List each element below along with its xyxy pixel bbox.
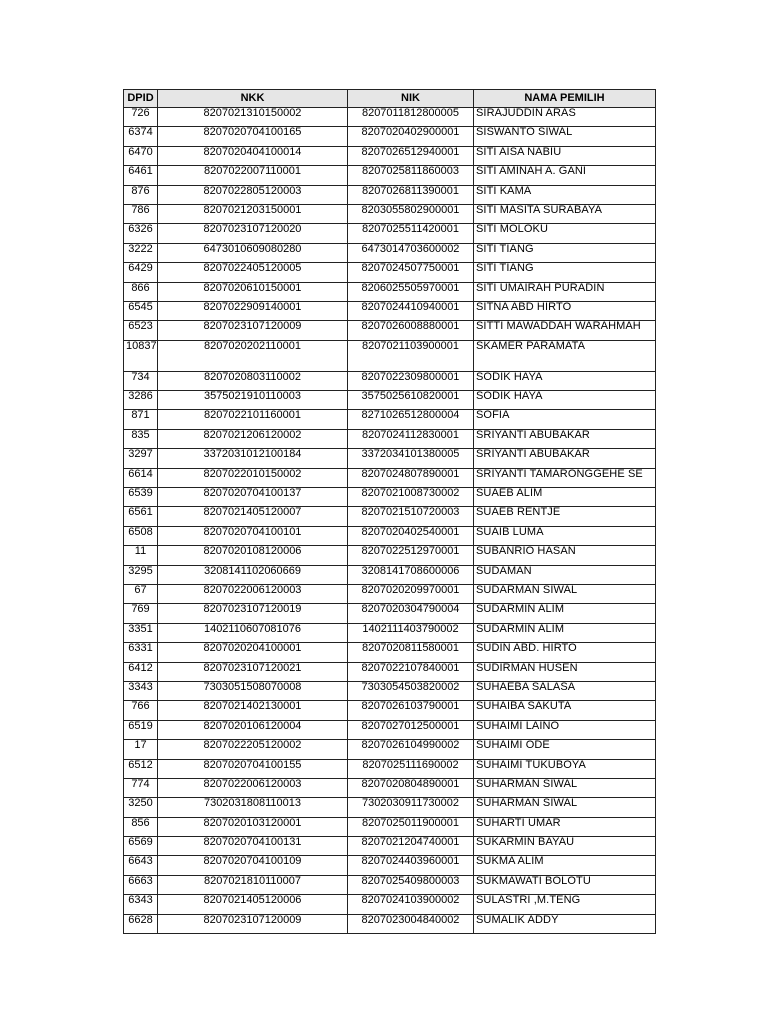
nkk-cell: 8207022006120003 bbox=[158, 778, 348, 797]
dpid-cell: 3351 bbox=[124, 623, 158, 642]
nkk-cell: 8207020704100155 bbox=[158, 759, 348, 778]
dpid-cell: 6539 bbox=[124, 488, 158, 507]
table-row bbox=[124, 720, 656, 739]
voter-table bbox=[123, 89, 656, 934]
nama-pemilih-cell: SUHAIMI LAINO bbox=[474, 720, 656, 739]
table-row bbox=[124, 778, 656, 797]
nik-cell: 8207027012500001 bbox=[348, 720, 474, 739]
nik-cell: 8203055802900001 bbox=[348, 204, 474, 223]
table-row bbox=[124, 623, 656, 642]
dpid-cell: 3297 bbox=[124, 449, 158, 468]
table-row bbox=[124, 681, 656, 700]
nkk-cell: 8207021203150001 bbox=[158, 204, 348, 223]
table-row bbox=[124, 701, 656, 720]
nkk-cell: 8207020704100109 bbox=[158, 856, 348, 875]
nik-cell: 8207022512970001 bbox=[348, 546, 474, 565]
dpid-cell: 67 bbox=[124, 584, 158, 603]
dpid-cell: 6461 bbox=[124, 166, 158, 185]
header-nkk: NKK bbox=[158, 90, 348, 108]
table-row bbox=[124, 837, 656, 856]
nama-pemilih-cell: SODIK HAYA bbox=[474, 371, 656, 390]
nama-pemilih-cell: SKAMER PARAMATA bbox=[474, 340, 656, 371]
nkk-cell: 8207023107120021 bbox=[158, 662, 348, 681]
nama-pemilih-cell: SUDIRMAN HUSEN bbox=[474, 662, 656, 681]
dpid-cell: 856 bbox=[124, 817, 158, 836]
table-row bbox=[124, 507, 656, 526]
dpid-cell: 6614 bbox=[124, 468, 158, 487]
nik-cell: 8207011812800005 bbox=[348, 108, 474, 127]
header-dpid: DPID bbox=[124, 90, 158, 108]
nik-cell: 8207025409800003 bbox=[348, 875, 474, 894]
nama-pemilih-cell: SUDARMAN SIWAL bbox=[474, 584, 656, 603]
dpid-cell: 17 bbox=[124, 740, 158, 759]
header-nik: NIK bbox=[348, 90, 474, 108]
nik-cell: 8207020209970001 bbox=[348, 584, 474, 603]
table-row bbox=[124, 740, 656, 759]
nkk-cell: 8207020202110001 bbox=[158, 340, 348, 371]
dpid-cell: 786 bbox=[124, 204, 158, 223]
nik-cell: 8207024507750001 bbox=[348, 263, 474, 282]
table-row bbox=[124, 108, 656, 127]
nkk-cell: 8207022805120003 bbox=[158, 185, 348, 204]
nkk-cell: 8207020404100014 bbox=[158, 146, 348, 165]
nama-pemilih-cell: SITI KAMA bbox=[474, 185, 656, 204]
table-row bbox=[124, 224, 656, 243]
dpid-cell: 6331 bbox=[124, 643, 158, 662]
nkk-cell: 3575021910110003 bbox=[158, 391, 348, 410]
nama-pemilih-cell: SITI UMAIRAH PURADIN bbox=[474, 282, 656, 301]
nama-pemilih-cell: SUDARMIN ALIM bbox=[474, 604, 656, 623]
nik-cell: 7303054503820002 bbox=[348, 681, 474, 700]
nama-pemilih-cell: SUAEB ALIM bbox=[474, 488, 656, 507]
table-row bbox=[124, 604, 656, 623]
nkk-cell: 8207021310150002 bbox=[158, 108, 348, 127]
nama-pemilih-cell: SUBANRIO HASAN bbox=[474, 546, 656, 565]
nama-pemilih-cell: SRIYANTI ABUBAKAR bbox=[474, 429, 656, 448]
nkk-cell: 8207020803110002 bbox=[158, 371, 348, 390]
nama-pemilih-cell: SUHARMAN SIWAL bbox=[474, 798, 656, 817]
nik-cell: 8207026008880001 bbox=[348, 321, 474, 340]
nik-cell: 8207021204740001 bbox=[348, 837, 474, 856]
table-row bbox=[124, 371, 656, 390]
nkk-cell: 8207020704100131 bbox=[158, 837, 348, 856]
table-row bbox=[124, 662, 656, 681]
table-row bbox=[124, 146, 656, 165]
nkk-cell: 8207023107120009 bbox=[158, 914, 348, 933]
table-row bbox=[124, 185, 656, 204]
table-row bbox=[124, 759, 656, 778]
nkk-cell: 8207020106120004 bbox=[158, 720, 348, 739]
table-row bbox=[124, 449, 656, 468]
table-row bbox=[124, 526, 656, 545]
nik-cell: 8207025111690002 bbox=[348, 759, 474, 778]
table-row bbox=[124, 817, 656, 836]
table-row bbox=[124, 429, 656, 448]
nik-cell: 8207026103790001 bbox=[348, 701, 474, 720]
nik-cell: 8207025811860003 bbox=[348, 166, 474, 185]
nkk-cell: 8207020704100165 bbox=[158, 127, 348, 146]
table-row bbox=[124, 204, 656, 223]
table-row bbox=[124, 127, 656, 146]
dpid-cell: 3222 bbox=[124, 243, 158, 262]
nama-pemilih-cell: SUHAEBA SALASA bbox=[474, 681, 656, 700]
nik-cell: 8207024403960001 bbox=[348, 856, 474, 875]
dpid-cell: 6374 bbox=[124, 127, 158, 146]
nik-cell: 8206025505970001 bbox=[348, 282, 474, 301]
table-row bbox=[124, 340, 656, 371]
nama-pemilih-cell: SUDARMIN ALIM bbox=[474, 623, 656, 642]
nama-pemilih-cell: SITI MASITA SURABAYA bbox=[474, 204, 656, 223]
dpid-cell: 6643 bbox=[124, 856, 158, 875]
table-row bbox=[124, 488, 656, 507]
dpid-cell: 6523 bbox=[124, 321, 158, 340]
nama-pemilih-cell: SRIYANTI ABUBAKAR bbox=[474, 449, 656, 468]
table-row bbox=[124, 321, 656, 340]
nkk-cell: 8207020610150001 bbox=[158, 282, 348, 301]
dpid-cell: 726 bbox=[124, 108, 158, 127]
table-row bbox=[124, 798, 656, 817]
dpid-cell: 6412 bbox=[124, 662, 158, 681]
nama-pemilih-cell: SITI TIANG bbox=[474, 263, 656, 282]
nama-pemilih-cell: SUKARMIN BAYAU bbox=[474, 837, 656, 856]
table-row bbox=[124, 643, 656, 662]
dpid-cell: 6561 bbox=[124, 507, 158, 526]
nik-cell: 8207020304790004 bbox=[348, 604, 474, 623]
nama-pemilih-cell: SIRAJUDDIN ARAS bbox=[474, 108, 656, 127]
nama-pemilih-cell: SITI AMINAH A. GANI bbox=[474, 166, 656, 185]
nkk-cell: 8207022010150002 bbox=[158, 468, 348, 487]
nama-pemilih-cell: SITI AISA NABIU bbox=[474, 146, 656, 165]
nik-cell: 8207024410940001 bbox=[348, 301, 474, 320]
dpid-cell: 835 bbox=[124, 429, 158, 448]
dpid-cell: 3250 bbox=[124, 798, 158, 817]
nama-pemilih-cell: SUHARTI UMAR bbox=[474, 817, 656, 836]
nik-cell: 8207020402900001 bbox=[348, 127, 474, 146]
nik-cell: 8207024103900002 bbox=[348, 895, 474, 914]
dpid-cell: 6545 bbox=[124, 301, 158, 320]
nkk-cell: 1402110607081076 bbox=[158, 623, 348, 642]
nkk-cell: 7302031808110013 bbox=[158, 798, 348, 817]
nik-cell: 8207026104990002 bbox=[348, 740, 474, 759]
dpid-cell: 6512 bbox=[124, 759, 158, 778]
nama-pemilih-cell: SRIYANTI TAMARONGGEHE SE bbox=[474, 468, 656, 487]
table-row bbox=[124, 856, 656, 875]
nkk-cell: 8207022101160001 bbox=[158, 410, 348, 429]
nik-cell: 6473014703600002 bbox=[348, 243, 474, 262]
table-row bbox=[124, 166, 656, 185]
table-row bbox=[124, 282, 656, 301]
dpid-cell: 871 bbox=[124, 410, 158, 429]
nama-pemilih-cell: SULASTRI ,M.TENG bbox=[474, 895, 656, 914]
table-row bbox=[124, 468, 656, 487]
nik-cell: 8207020804890001 bbox=[348, 778, 474, 797]
nama-pemilih-cell: SUDIN ABD. HIRTO bbox=[474, 643, 656, 662]
table-row bbox=[124, 565, 656, 584]
table-row bbox=[124, 301, 656, 320]
header-row bbox=[124, 90, 656, 108]
dpid-cell: 6470 bbox=[124, 146, 158, 165]
dpid-cell: 6508 bbox=[124, 526, 158, 545]
nama-pemilih-cell: SUKMA ALIM bbox=[474, 856, 656, 875]
nkk-cell: 8207021405120006 bbox=[158, 895, 348, 914]
nama-pemilih-cell: SUHAIMI TUKUBOYA bbox=[474, 759, 656, 778]
nama-pemilih-cell: SUMALIK ADDY bbox=[474, 914, 656, 933]
nama-pemilih-cell: SITTI MAWADDAH WARAHMAH bbox=[474, 321, 656, 340]
dpid-cell: 3343 bbox=[124, 681, 158, 700]
nama-pemilih-cell: SODIK HAYA bbox=[474, 391, 656, 410]
nik-cell: 8207022107840001 bbox=[348, 662, 474, 681]
nkk-cell: 3208141102060669 bbox=[158, 565, 348, 584]
nik-cell: 8207020811580001 bbox=[348, 643, 474, 662]
dpid-cell: 6628 bbox=[124, 914, 158, 933]
nik-cell: 3575025610820001 bbox=[348, 391, 474, 410]
dpid-cell: 769 bbox=[124, 604, 158, 623]
table-row bbox=[124, 391, 656, 410]
dpid-cell: 6429 bbox=[124, 263, 158, 282]
nkk-cell: 8207022006120003 bbox=[158, 584, 348, 603]
nama-pemilih-cell: SUAEB RENTJE bbox=[474, 507, 656, 526]
dpid-cell: 6519 bbox=[124, 720, 158, 739]
nik-cell: 8207020402540001 bbox=[348, 526, 474, 545]
nik-cell: 8207023004840002 bbox=[348, 914, 474, 933]
dpid-cell: 6343 bbox=[124, 895, 158, 914]
table-row bbox=[124, 546, 656, 565]
nkk-cell: 8207023107120009 bbox=[158, 321, 348, 340]
nik-cell: 8207021008730002 bbox=[348, 488, 474, 507]
dpid-cell: 6569 bbox=[124, 837, 158, 856]
nkk-cell: 8207021810110007 bbox=[158, 875, 348, 894]
nkk-cell: 8207022405120005 bbox=[158, 263, 348, 282]
nkk-cell: 3372031012100184 bbox=[158, 449, 348, 468]
nkk-cell: 8207023107120019 bbox=[158, 604, 348, 623]
nkk-cell: 8207020103120001 bbox=[158, 817, 348, 836]
dpid-cell: 734 bbox=[124, 371, 158, 390]
nkk-cell: 8207022205120002 bbox=[158, 740, 348, 759]
table-row bbox=[124, 410, 656, 429]
table-row bbox=[124, 914, 656, 933]
nkk-cell: 8207021206120002 bbox=[158, 429, 348, 448]
nkk-cell: 8207020108120006 bbox=[158, 546, 348, 565]
dpid-cell: 876 bbox=[124, 185, 158, 204]
nama-pemilih-cell: SUAIB LUMA bbox=[474, 526, 656, 545]
dpid-cell: 3295 bbox=[124, 565, 158, 584]
nik-cell: 8207026811390001 bbox=[348, 185, 474, 204]
nkk-cell: 8207023107120020 bbox=[158, 224, 348, 243]
nik-cell: 3208141708600006 bbox=[348, 565, 474, 584]
dpid-cell: 10837 bbox=[124, 340, 158, 371]
nama-pemilih-cell: SITI TIANG bbox=[474, 243, 656, 262]
header-nama-pemilih: NAMA PEMILIH bbox=[474, 90, 656, 108]
nkk-cell: 8207020704100101 bbox=[158, 526, 348, 545]
dpid-cell: 766 bbox=[124, 701, 158, 720]
dpid-cell: 6663 bbox=[124, 875, 158, 894]
nkk-cell: 7303051508070008 bbox=[158, 681, 348, 700]
dpid-cell: 3286 bbox=[124, 391, 158, 410]
nama-pemilih-cell: SUHAIBA SAKUTA bbox=[474, 701, 656, 720]
nkk-cell: 8207021402130001 bbox=[158, 701, 348, 720]
nama-pemilih-cell: SUKMAWATI BOLOTU bbox=[474, 875, 656, 894]
nkk-cell: 8207022909140001 bbox=[158, 301, 348, 320]
nik-cell: 8207021510720003 bbox=[348, 507, 474, 526]
table-row bbox=[124, 263, 656, 282]
nik-cell: 8207024112830001 bbox=[348, 429, 474, 448]
nik-cell: 3372034101380005 bbox=[348, 449, 474, 468]
table-row bbox=[124, 875, 656, 894]
nama-pemilih-cell: SUHARMAN SIWAL bbox=[474, 778, 656, 797]
dpid-cell: 11 bbox=[124, 546, 158, 565]
nik-cell: 8207025511420001 bbox=[348, 224, 474, 243]
nama-pemilih-cell: SUHAIMI ODE bbox=[474, 740, 656, 759]
nik-cell: 8207026512940001 bbox=[348, 146, 474, 165]
nkk-cell: 8207020704100137 bbox=[158, 488, 348, 507]
nama-pemilih-cell: SUDAMAN bbox=[474, 565, 656, 584]
nama-pemilih-cell: SITI MOLOKU bbox=[474, 224, 656, 243]
nkk-cell: 8207022007110001 bbox=[158, 166, 348, 185]
nama-pemilih-cell: SITNA ABD HIRTO bbox=[474, 301, 656, 320]
dpid-cell: 866 bbox=[124, 282, 158, 301]
nik-cell: 7302030911730002 bbox=[348, 798, 474, 817]
nik-cell: 8207024807890001 bbox=[348, 468, 474, 487]
nkk-cell: 6473010609080280 bbox=[158, 243, 348, 262]
table-row bbox=[124, 584, 656, 603]
dpid-cell: 6326 bbox=[124, 224, 158, 243]
nik-cell: 1402111403790002 bbox=[348, 623, 474, 642]
nik-cell: 8271026512800004 bbox=[348, 410, 474, 429]
table-row bbox=[124, 895, 656, 914]
dpid-cell: 774 bbox=[124, 778, 158, 797]
table-row bbox=[124, 243, 656, 262]
nama-pemilih-cell: SOFIA bbox=[474, 410, 656, 429]
nama-pemilih-cell: SISWANTO SIWAL bbox=[474, 127, 656, 146]
nkk-cell: 8207020204100001 bbox=[158, 643, 348, 662]
nik-cell: 8207021103900001 bbox=[348, 340, 474, 371]
nkk-cell: 8207021405120007 bbox=[158, 507, 348, 526]
nik-cell: 8207022309800001 bbox=[348, 371, 474, 390]
nik-cell: 8207025011900001 bbox=[348, 817, 474, 836]
